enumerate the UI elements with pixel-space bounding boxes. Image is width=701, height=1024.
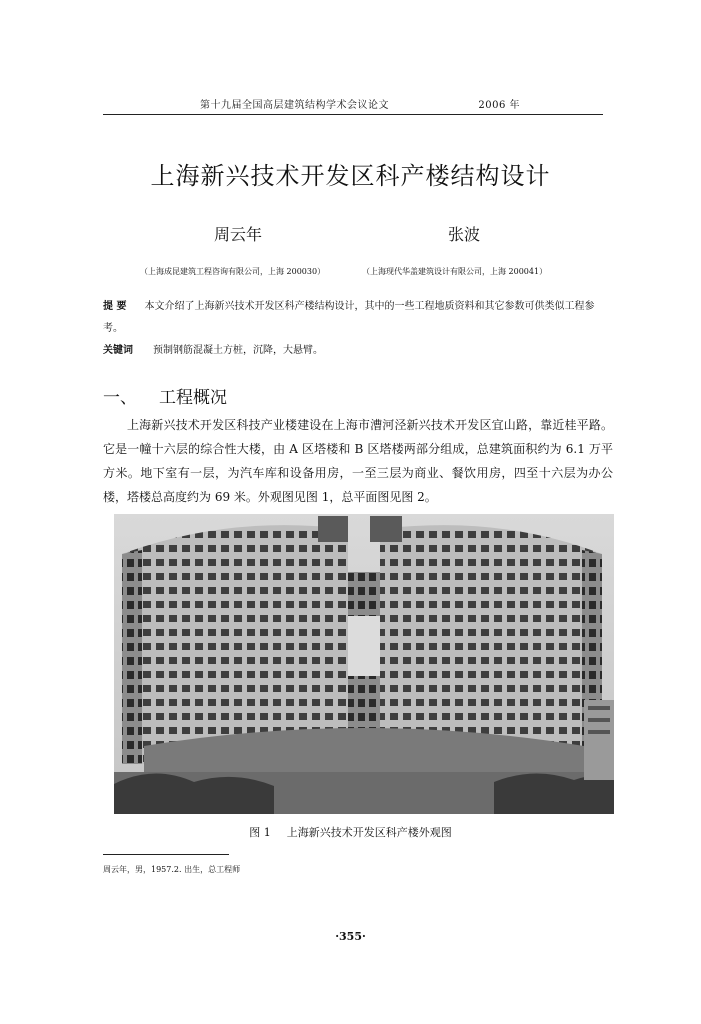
footnote: 周云年，男，1957.2. 出生，总工程师	[103, 865, 241, 874]
abstract-text: 本文介绍了上海新兴技术开发区科产楼结构设计，其中的一些工程地质资料和其它参数可供类似工程参考。	[103, 301, 595, 334]
author-2-name: 张波	[448, 225, 481, 244]
building-photo	[114, 514, 614, 814]
page-number: ·355·	[335, 930, 366, 943]
figure-caption	[0, 824, 701, 840]
section-title: 工程概况	[159, 388, 227, 408]
header-rule	[103, 114, 603, 115]
figure-caption-text: 上海新兴技术开发区科产楼外观图	[286, 826, 452, 839]
abstract-label: 提 要	[103, 301, 127, 312]
conference-year: 2006 年	[478, 100, 520, 111]
author-2-affiliation: （上海现代华盖建筑设计有限公司，上海 200041）	[362, 267, 548, 276]
keywords-text: 预制钢筋混凝土方桩，沉降，大悬臂。	[153, 345, 323, 356]
keywords	[103, 341, 613, 356]
author-1-affiliation: （上海成昆建筑工程咨询有限公司，上海 200030）	[140, 267, 326, 276]
building-illustration	[114, 514, 614, 814]
paper-title: 上海新兴技术开发区科产楼结构设计	[150, 162, 551, 190]
figure-number: 图 1	[249, 826, 271, 839]
footnote-rule	[103, 854, 229, 855]
abstract	[103, 296, 613, 340]
conference-name: 第十九届全国高层建筑结构学术会议论文	[200, 100, 389, 111]
section-heading	[103, 383, 227, 408]
author-1-name: 周云年	[214, 225, 263, 244]
body-paragraph: 上海新兴技术开发区科技产业楼建设在上海市漕河泾新兴技术开发区宜山路，靠近桂平路。它是一幢十六层的综合性大楼，由 A 区塔楼和 B 区塔楼两部分组成，总建筑面积约为 6.1 万平方米。地下室有一层，为汽车库和设备用房，一至三层为商业、餐饮用房，四至十六层为办公楼，塔楼总高度约为 69 米。外观图见图 1，总平面图见图 2。	[103, 418, 613, 504]
section-number: 一、	[103, 388, 137, 408]
keywords-label: 关键词	[103, 345, 133, 356]
running-header	[200, 96, 520, 111]
